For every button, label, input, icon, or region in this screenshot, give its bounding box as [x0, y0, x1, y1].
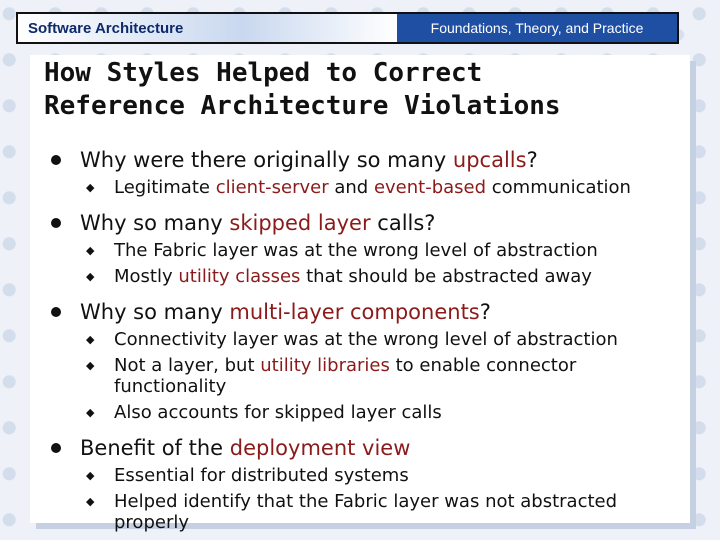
sub-bullet-text: Helped identify that the Fabric layer was not abstracted properly — [114, 491, 618, 533]
highlight-term: deployment view — [229, 436, 411, 460]
sub-bullet-text: to enable connector functionality — [114, 355, 577, 397]
bullet-text: Benefit of the — [80, 436, 230, 460]
sub-bullet-text: and — [328, 177, 374, 198]
sub-bullet-list — [80, 177, 686, 198]
bullet-list — [46, 147, 686, 538]
header-gradient — [243, 14, 397, 42]
sub-bullet-text: The Fabric layer was at the wrong level of abstraction — [114, 240, 598, 261]
sub-bullet-item — [74, 266, 686, 287]
diamond-bullet-icon: ◆ — [86, 333, 95, 346]
highlight-term: client-server — [215, 177, 329, 198]
sub-bullet-text: Legitimate — [114, 177, 216, 198]
highlight-term: multi-layer components — [229, 300, 480, 324]
sub-bullet-item — [74, 177, 686, 198]
sub-bullet-list — [80, 329, 686, 423]
sub-bullet-text: Also accounts for skipped layer calls — [114, 402, 442, 423]
highlight-term: upcalls — [452, 148, 527, 172]
bullet-text: Why so many — [80, 211, 230, 235]
round-bullet-icon — [51, 155, 61, 165]
sub-bullet-list — [80, 240, 686, 287]
round-bullet-icon — [51, 443, 61, 453]
highlight-term: skipped layer — [229, 211, 371, 235]
sub-bullet-list — [80, 465, 686, 533]
sub-bullet-text: communication — [486, 177, 631, 198]
diamond-bullet-icon: ◆ — [86, 181, 95, 194]
sub-bullet-item — [74, 329, 686, 350]
bullet-text: Why so many — [80, 300, 230, 324]
bullet-text: Why were there originally so many — [80, 148, 453, 172]
bullet-item — [46, 210, 686, 287]
slide-title-line2: Reference Architecture Violations — [44, 91, 561, 121]
diamond-bullet-icon: ◆ — [86, 469, 95, 482]
sub-bullet-text: Essential for distributed systems — [114, 465, 409, 486]
diamond-bullet-icon: ◆ — [86, 495, 95, 508]
header-left-title: Software Architecture — [18, 14, 243, 42]
highlight-term: utility libraries — [260, 355, 390, 376]
bullet-item — [46, 299, 686, 423]
highlight-term: event-based — [373, 177, 487, 198]
slide-header — [16, 12, 679, 44]
slide-title — [44, 57, 561, 123]
sub-bullet-item — [74, 240, 686, 261]
bullet-text: ? — [526, 148, 538, 172]
diamond-bullet-icon: ◆ — [86, 406, 95, 419]
sub-bullet-item — [74, 491, 686, 533]
sub-bullet-item — [74, 355, 686, 397]
bullet-text: calls? — [370, 211, 436, 235]
diamond-bullet-icon: ◆ — [86, 270, 95, 283]
round-bullet-icon — [51, 218, 61, 228]
slide-content — [30, 55, 690, 533]
slide-title-line1: How Styles Helped to Correct — [44, 58, 483, 88]
sub-bullet-text: that should be abstracted away — [300, 266, 592, 287]
round-bullet-icon — [51, 307, 61, 317]
highlight-term: utility classes — [178, 266, 301, 287]
diamond-bullet-icon: ◆ — [86, 359, 95, 372]
sub-bullet-text: Mostly — [114, 266, 179, 287]
sub-bullet-text: Connectivity layer was at the wrong level of abstraction — [114, 329, 618, 350]
diamond-bullet-icon: ◆ — [86, 244, 95, 257]
sub-bullet-text: Not a layer, but — [114, 355, 261, 376]
sub-bullet-item — [74, 465, 686, 486]
bullet-item — [46, 435, 686, 533]
sub-bullet-item — [74, 402, 686, 423]
bullet-text: ? — [479, 300, 491, 324]
header-right-title: Foundations, Theory, and Practice — [397, 14, 677, 42]
bullet-item — [46, 147, 686, 198]
